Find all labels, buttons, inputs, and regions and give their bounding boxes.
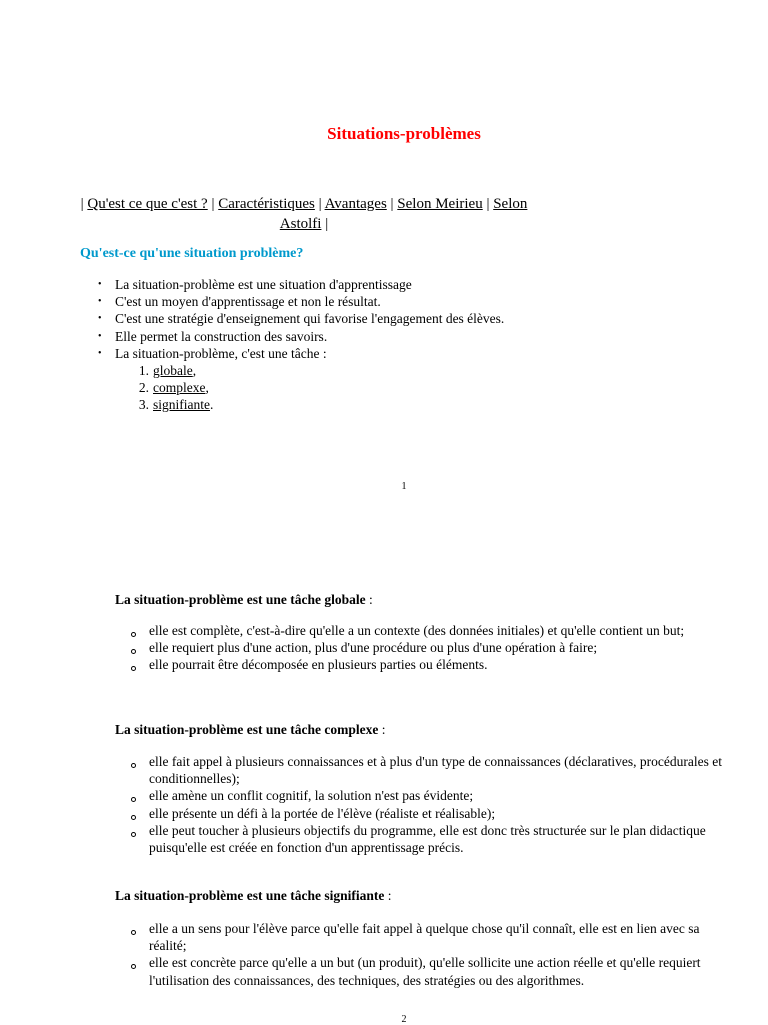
item-punct: , [205,380,209,396]
complexe-list [0,753,740,856]
numbered-item [132,362,504,379]
list-item: elle pourrait être décomposée en plusieurs parties ou éléments. [0,656,740,673]
definition-list [0,276,504,414]
nav-link-advantages[interactable]: Avantages [324,196,387,212]
list-item: elle est concrète parce qu'elle a un but (un produit), qu'elle sollicite une action réelle et qu'elle requiert l'utilisation des connaissances, des techniques, des stratégies ou des algorithmes. [0,954,740,988]
list-item: elle amène un conflit cognitif, la solution n'est pas évidente; [0,787,740,804]
link-globale[interactable]: globale [153,363,193,379]
link-signifiante[interactable]: signifiante [153,397,210,413]
heading-colon: : [365,592,373,607]
list-item: • La situation-problème est une situation d'apprentissage [0,276,504,293]
heading-text: La situation-problème est une tâche complexe [115,722,379,737]
list-item: • Elle permet la construction des savoirs. [0,328,504,345]
task-type-list [115,362,504,414]
list-item: elle est complète, c'est-à-dire qu'elle a un contexte (des données initiales) et qu'elle contient un but; [0,622,740,639]
heading-text: La situation-problème est une tâche globale [115,592,366,607]
nav-separator: | [325,216,329,232]
list-item: elle peut toucher à plusieurs objectifs du programme, elle est donc très structurée sur le plan didactique puisqu'elle est créée en fonction d'un apprentissage précis. [0,822,740,856]
numbered-item [132,396,504,413]
nav-link-astolfi[interactable]: Selon Astolfi [279,196,528,232]
item-number: 3. [138,397,149,413]
nav-link-characteristics[interactable]: Caractéristiques [218,196,315,212]
page-title: Situations-problèmes [327,124,481,143]
list-item: elle fait appel à plusieurs connaissances et à plus d'un type de connaissances (déclaratives, procédurales et conditionnelles); [0,753,740,787]
nav-link-meirieu[interactable]: Selon Meirieu [397,196,483,212]
item-number: 1. [138,363,149,379]
list-item: • C'est une stratégie d'enseignement qui favorise l'engagement des élèves. [0,310,504,327]
list-item: • C'est un moyen d'apprentissage et non le résultat. [0,293,504,310]
page-number: 1 [401,481,407,492]
nav-link-what-is-it[interactable]: Qu'est ce que c'est ? [87,196,208,212]
heading-colon: : [384,888,392,903]
heading-colon: : [378,722,386,737]
link-complexe[interactable]: complexe [153,380,206,396]
numbered-item [132,379,504,396]
item-punct: . [210,397,214,413]
nav-separator: | [486,196,490,212]
list-item [0,345,504,414]
nav-separator: | [390,196,394,212]
subsection-heading-signifiante [115,888,392,904]
list-item: elle a un sens pour l'élève parce qu'elle fait appel à quelque chose qu'il connaît, elle est en lien avec sa réalité; [0,920,740,954]
signifiante-list [0,920,740,989]
item-number: 2. [138,380,149,396]
section-nav [70,194,538,234]
nav-separator: | [211,196,215,212]
list-item: elle présente un défi à la portée de l'élève (réaliste et réalisable); [0,805,740,822]
section-heading: Qu'est-ce qu'une situation problème? [80,246,304,261]
list-item: elle requiert plus d'une action, plus d'une procédure ou plus d'une opération à faire; [0,639,740,656]
item-punct: , [192,363,197,379]
page-number: 2 [401,1014,407,1025]
list-item-text: La situation-problème, c'est une tâche : [115,345,327,361]
subsection-heading-globale [115,592,373,608]
nav-separator: | [318,196,322,212]
subsection-heading-complexe [115,722,386,738]
heading-text: La situation-problème est une tâche signifiante [115,888,385,903]
globale-list [0,622,740,674]
nav-separator: | [80,196,84,212]
